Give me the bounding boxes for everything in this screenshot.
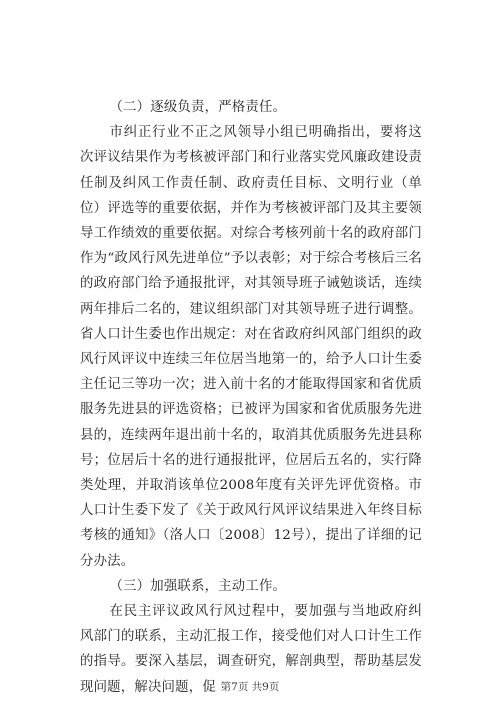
body-paragraph-2: 在民主评议政风行风过程中，要加强与当地政府纠风部门的联系，主动汇报工作，接受他们对人口计生工作的指导。要深入基层，调查研究，解剖典型，帮助基层发现问题，解决问题，促 bbox=[80, 604, 422, 695]
section-heading-3: （三）加强联系，主动工作。 bbox=[109, 578, 287, 594]
body-paragraph-1: 市纠正行业不正之风领导小组已明确指出，要将这次评议结果作为考核被评部门和行业落实党风廉政建设责任制及纠风工作责任制、政府责任目标、文明行业（单位）评选等的重要依据，并作为考核被评部门及其主要领导工作绩效的重要依据。对综合考核列前十名的政府部门作为“政风行风先进单位”予以表彰；对于综合考核后三名的政府部门给予通报批评，对其领导班子诫勉谈话，连续两年排后二名的，建议组织部门对其领导班子进行调整。省人口计生委也作出规定：对在省政府纠风部门组织的政风行风评议中连续三年位居当地第一的，给予人口计生委主任记三等功一次；进入前十名的才能取得国家和省优质服务先进县的评选资格；已被评为国家和省优质服务先进县的，连续两年退出前十名的，取消其优质服务先进县称号；位居后十名的进行通报批评，位居后五名的，实行降类处理，并取消该单位2008年度有关评先评优资格。市人口计生委下发了《关于政风行风评议结果进入年终目标考核的通知》（洛人口〔2008〕12号），提出了详细的记分办法。 bbox=[80, 125, 422, 569]
page-number-footer: 第7页 共9页 bbox=[220, 681, 280, 693]
document-body bbox=[80, 95, 422, 700]
section-heading-2: （二）逐级负责，严格责任。 bbox=[109, 100, 287, 115]
